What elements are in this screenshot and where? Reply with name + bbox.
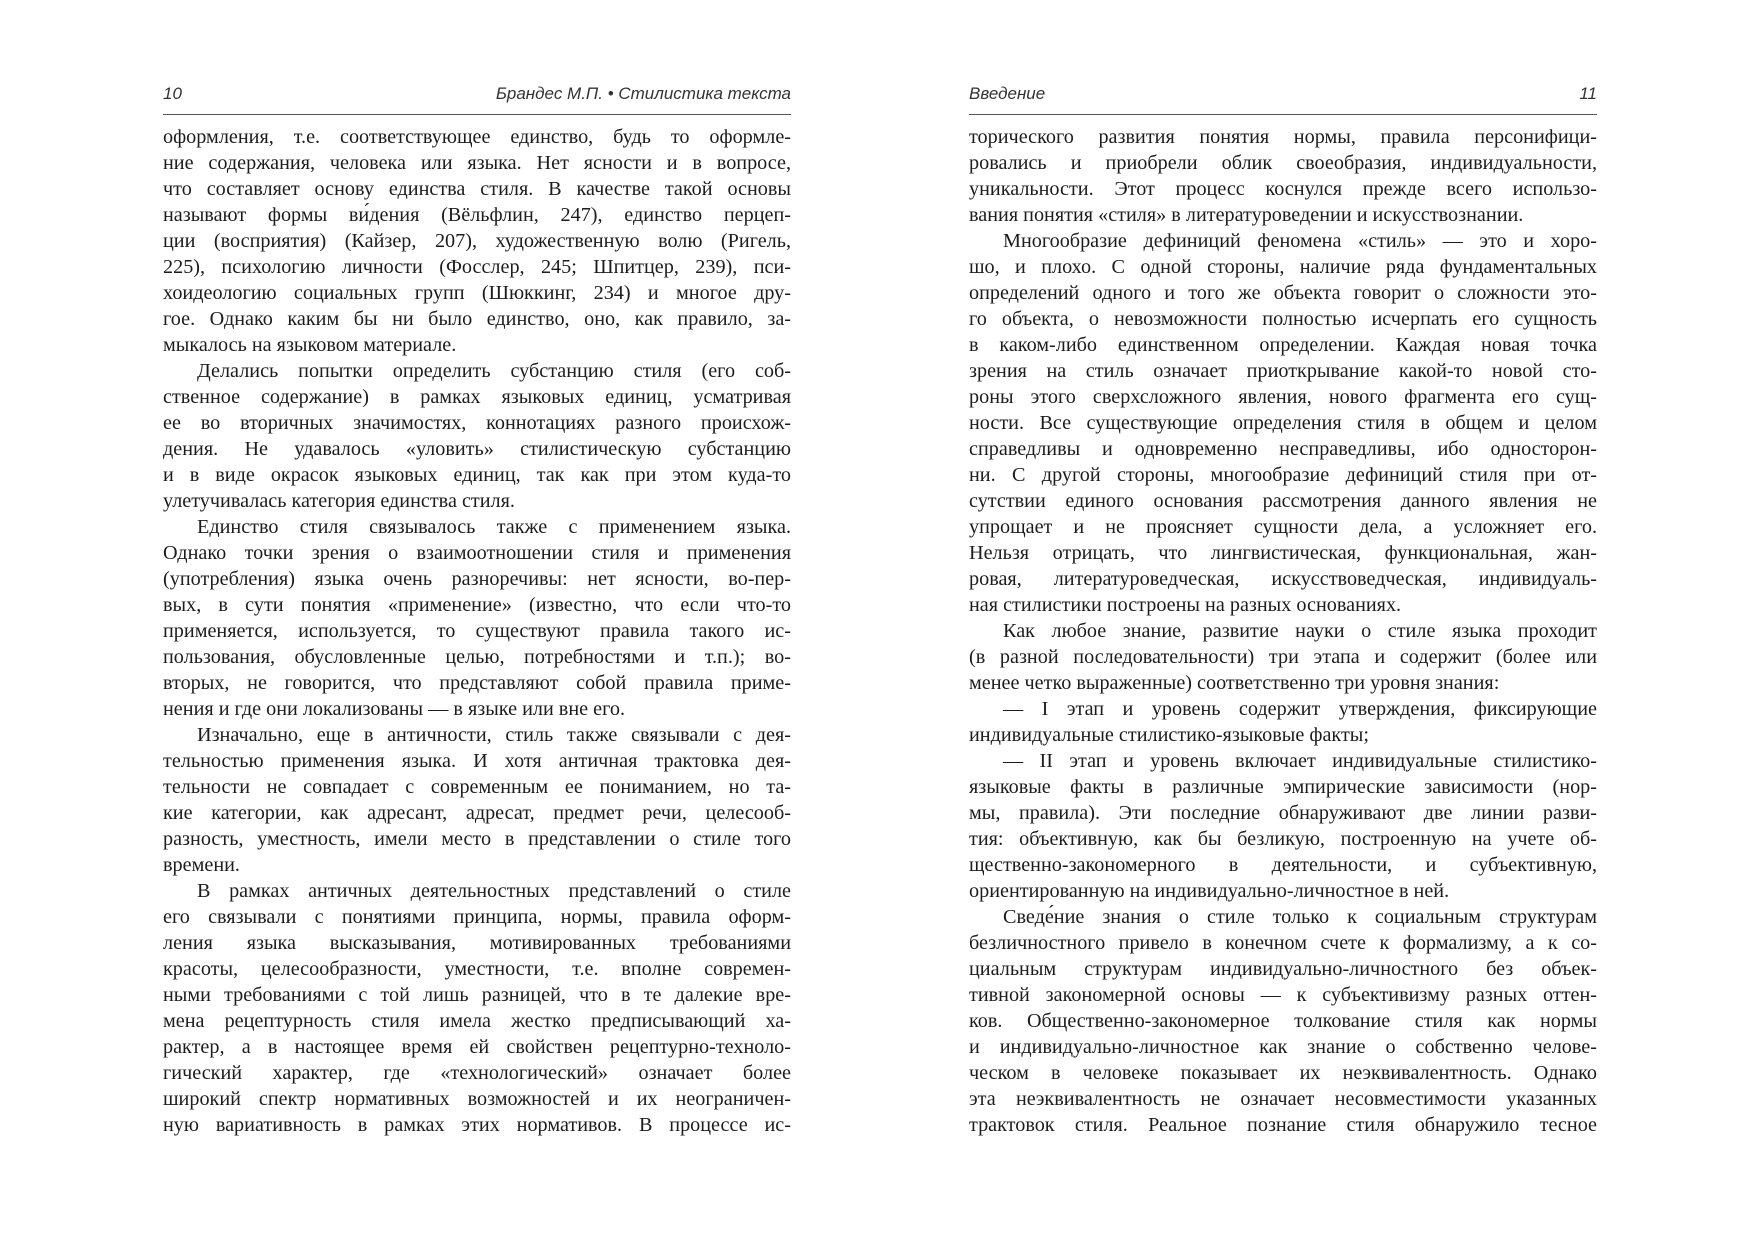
text-line: пользования, обусловленные целью, потребностями и т.п.); во- <box>163 646 791 668</box>
text-line: применяется, используется, то существуют правила такого ис- <box>163 620 791 642</box>
text-line: красоты, целесообразности, уместности, т.е. вполне современ- <box>163 958 791 980</box>
text-line: вания понятия «стиля» в литературоведении и искусствознании. <box>969 204 1524 226</box>
text-line: роны этого сверхсложного явления, нового фрагмента его сущ- <box>969 386 1597 408</box>
text-line: справедливы и одновременно несправедливы, ибо односторон- <box>969 438 1597 460</box>
text-line: сутствии единого основания рассмотрения данного явления не <box>969 490 1597 512</box>
text-line: ориентированную на индивидуально-личностное в ней. <box>969 880 1450 902</box>
running-head-title: Введение <box>969 84 1046 103</box>
left-page-text <box>163 124 791 1138</box>
left-running-head <box>163 80 791 115</box>
text-line: оформления, т.е. соответствующее единство, будь то оформле- <box>163 126 791 148</box>
text-line: В рамках античных деятельностных представлений о стиле <box>197 880 791 902</box>
text-line: хоидеологию социальных групп (Шюккинг, 234) и многое дру- <box>163 282 791 304</box>
text-line: гое. Однако каким бы ни было единство, оно, как правило, за- <box>163 308 791 330</box>
text-line: и индивидуально-личностное как знание о собственно челове- <box>969 1036 1597 1058</box>
text-line: 225), психологию личности (Фосслер, 245; Шпитцер, 239), пси- <box>163 256 791 278</box>
text-line: — II этап и уровень включает индивидуальные стилистико- <box>1003 750 1597 772</box>
text-line: упрощает и не проясняет сущности дела, а усложняет его. <box>969 516 1597 538</box>
text-line: широкий спектр нормативных возможностей и их неограничен- <box>163 1088 791 1110</box>
text-line: ние содержания, человека или языка. Нет ясности и в вопросе, <box>163 152 791 174</box>
text-line: уникальности. Этот процесс коснулся прежде всего использо- <box>969 178 1597 200</box>
text-line: Делались попытки определить субстанцию стиля (его соб- <box>197 360 791 382</box>
text-line: Многообразие дефиниций феномена «стиль» — это и хоро- <box>1003 230 1597 252</box>
text-line: дения. Не удавалось «уловить» стилистическую субстанцию <box>163 438 791 460</box>
text-line: называют формы ви́дения (Вёльфлин, 247), единство перцеп- <box>163 204 791 226</box>
text-line: в каком-либо единственном определении. Каждая новая точка <box>969 334 1597 356</box>
right-page-text <box>969 124 1597 1138</box>
text-line: гический характер, где «технологический» означает более <box>163 1062 791 1084</box>
text-line: го объекта, о невозможности полностью исчерпать его сущность <box>969 308 1597 330</box>
text-line: что составляет основу единства стиля. В качестве такой основы <box>163 178 791 200</box>
text-line: ными требованиями с той лишь разницей, что в те далекие вре- <box>163 984 791 1006</box>
text-line: мы, правила). Эти последние обнаруживают две линии разви- <box>969 802 1597 824</box>
text-line: ности. Все существующие определения стиля в общем и целом <box>969 412 1597 434</box>
text-line: ления языка высказывания, мотивированных требованиями <box>163 932 791 954</box>
text-line: Сведе́ние знания о стиле только к социальным структурам <box>1003 906 1597 928</box>
text-line: ную вариативность в рамках этих нормативов. В процессе ис- <box>163 1114 791 1136</box>
text-line: индивидуальные стилистико-языковые факты; <box>969 724 1369 746</box>
left-page <box>163 0 791 1240</box>
text-line: языковые факты в различные эмпирические зависимости (нор- <box>969 776 1597 798</box>
text-line: Как любое знание, развитие науки о стиле языка проходит <box>1003 620 1597 642</box>
text-line: тия: объективную, как бы безликую, построенную на учете об- <box>969 828 1597 850</box>
text-line: тельностью применения языка. И хотя античная трактовка дея- <box>163 750 791 772</box>
text-line: торического развития понятия нормы, правила персонифици- <box>969 126 1597 148</box>
text-line: (в разной последовательности) три этапа и содержит (более или <box>969 646 1597 668</box>
text-line: и в виде окрасок языковых единиц, так как при этом куда-то <box>163 464 791 486</box>
text-line: разность, уместность, имели место в представлении о стиле того <box>163 828 791 850</box>
text-line: безличностного привело в конечном счете к формализму, а к со- <box>969 932 1597 954</box>
text-line: эта неэквивалентность не означает несовместимости указанных <box>969 1088 1597 1110</box>
text-line: Единство стиля связывалось также с применением языка. <box>197 516 791 538</box>
right-running-head <box>969 80 1597 115</box>
text-line: улетучивалась категория единства стиля. <box>163 490 515 512</box>
page-number: 10 <box>163 84 182 103</box>
text-line: ровались и приобрели облик своеобразия, индивидуальности, <box>969 152 1597 174</box>
text-line: его связывали с понятиями принципа, нормы, правила оформ- <box>163 906 791 928</box>
text-line: кие категории, как адресант, адресат, предмет речи, целесооб- <box>163 802 791 824</box>
text-line: мыкалось на языковом материале. <box>163 334 457 356</box>
text-line: щественно-закономерного в деятельности, и субъективную, <box>969 854 1597 876</box>
text-line: ни. С другой стороны, многообразие дефиниций стиля при от- <box>969 464 1597 486</box>
text-line: вторых, не говорится, что представляют собой правила приме- <box>163 672 791 694</box>
text-line: Однако точки зрения о взаимоотношении стиля и применения <box>163 542 791 564</box>
text-line: ровая, литературоведческая, искусствоведческая, индивидуаль- <box>969 568 1597 590</box>
text-line: тивной закономерной основы — к субъективизму разных оттен- <box>969 984 1597 1006</box>
text-line: Изначально, еще в античности, стиль также связывали с дея- <box>197 724 791 746</box>
text-line: нения и где они локализованы — в языке или вне его. <box>163 698 626 720</box>
text-line: шо, и плохо. С одной стороны, наличие ряда фундаментальных <box>969 256 1597 278</box>
text-line: ственное содержание) в рамках языковых единиц, усматривая <box>163 386 791 408</box>
text-line: менее четко выраженные) соответственно три уровня знания: <box>969 672 1500 694</box>
text-line: определений одного и того же объекта говорит о сложности это- <box>969 282 1597 304</box>
text-line: тельности не совпадает с современным ее пониманием, но та- <box>163 776 791 798</box>
text-line: ее во вторичных значимостях, коннотациях разного происхож- <box>163 412 791 434</box>
text-line: ков. Общественно-закономерное толкование стиля как нормы <box>969 1010 1597 1032</box>
text-line: ческом в человеке показывает их неэквивалентность. Однако <box>969 1062 1597 1084</box>
text-line: зрения на стиль означает приоткрывание какой-то новой сто- <box>969 360 1597 382</box>
text-line: рактер, а в настоящее время ей свойствен рецептурно-техноло- <box>163 1036 791 1058</box>
text-line: циальным структурам индивидуально-личностного без объек- <box>969 958 1597 980</box>
text-line: — I этап и уровень содержит утверждения, фиксирующие <box>1003 698 1597 720</box>
text-line: (употребления) языка очень разноречивы: нет ясности, во-пер- <box>163 568 791 590</box>
text-line: Нельзя отрицать, что лингвистическая, функциональная, жан- <box>969 542 1597 564</box>
text-line: трактовок стиля. Реальное познание стиля обнаружило тесное <box>969 1114 1597 1136</box>
text-line: времени. <box>163 854 240 876</box>
text-line: ная стилистики построены на разных основаниях. <box>969 594 1402 616</box>
right-page <box>969 0 1597 1240</box>
text-line: вых, в сути понятия «применение» (известно, что если что-то <box>163 594 791 616</box>
text-line: мена рецептурность стиля имела жестко предписывающий ха- <box>163 1010 791 1032</box>
running-head-title: Брандес М.П. • Стилистика текста <box>495 84 791 103</box>
text-line: ции (восприятия) (Кайзер, 207), художественную волю (Ригель, <box>163 230 791 252</box>
page-number: 11 <box>1579 84 1597 103</box>
